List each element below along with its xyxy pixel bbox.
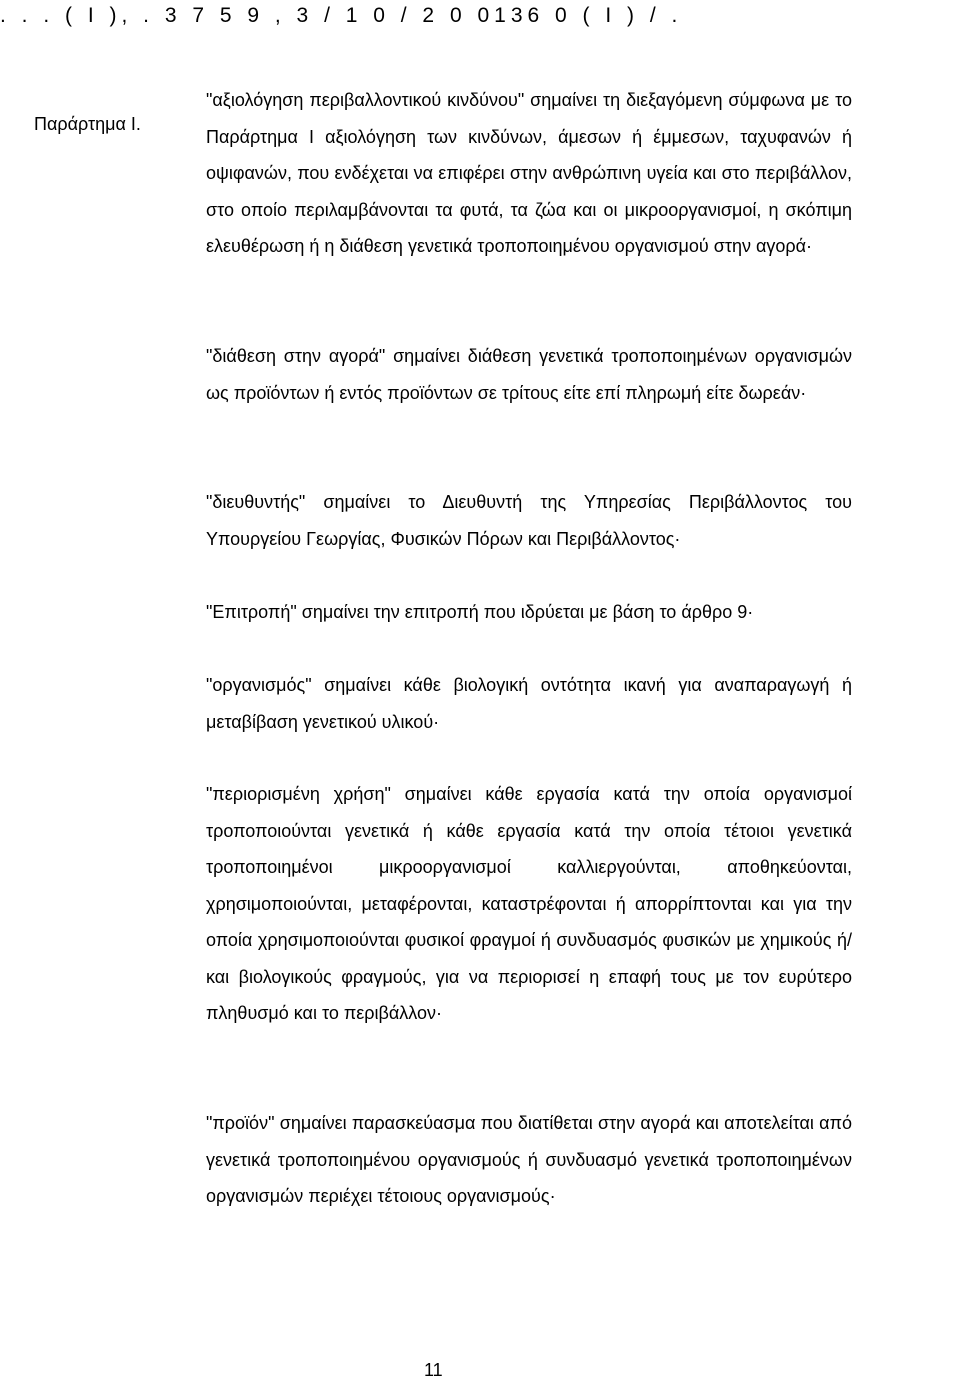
page-number: 11 (424, 1360, 443, 1380)
definition-committee: "Επιτροπή" σημαίνει την επιτροπή που ιδρύεται με βάση το άρθρο 9· (206, 602, 754, 622)
definition-risk-assessment: "αξιολόγηση περιβαλλοντικού κινδύνου" σημαίνει τη διεξαγόμενη σύμφωνα με το Παράρτημα Ι αξιολόγηση των κινδύνων, άμεσων ή έμμεσων, ταχυφανών ή οψιφανών, που ενδέχεται να επιφέρει στην ανθρώπινη υγεία και στο περιβάλλον, στο οποίο περιλαμβάνονται τα φυτά, τα ζώα και οι μικροοργανισμοί, η σκόπιμη ελευθέρωση ή η διάθεση γενετικά τροποποιημένου οργανισμού στην αγορά· (206, 90, 852, 256)
definition-organism: "οργανισμός" σημαίνει κάθε βιολογική οντότητα ικανή για αναπαραγωγή ή μεταβίβαση γενετικού υλικού· (206, 675, 852, 732)
definition-product: "προϊόν" σημαίνει παρασκεύασμα που διατίθεται στην αγορά και αποτελείται από γενετικά τροποποιημένου οργανισμούς ή συνδυασμό γενετικά τροποποιημένων οργανισμών περιέχει τέτοιους οργανισμούς· (206, 1113, 852, 1206)
definition-placing-on-market: "διάθεση στην αγορά" σημαίνει διάθεση γενετικά τροποποιημένων οργανισμών ως προϊόντων ή εντός προϊόντων σε τρίτους είτε επί πληρωμή είτε δωρεάν· (206, 346, 852, 403)
page-header: . . . ( Ι ), . 3 7 5 9 , 3 / 1 0 / 2 0 0136 0 ( Ι ) / . (0, 4, 683, 27)
definition-director: "διευθυντής" σημαίνει το Διευθυντή της Υπηρεσίας Περιβάλλοντος του Υπουργείου Γεωργίας, Φυσικών Πόρων και Περιβάλλοντος· (206, 492, 852, 549)
annex-reference: Παράρτημα Ι. (34, 114, 141, 134)
definition-contained-use: "περιορισμένη χρήση" σημαίνει κάθε εργασία κατά την οποία οργανισμοί τροποποιούνται γενετικά ή κάθε εργασία κατά την οποία τέτοιοι γενετικά τροποποιημένοι μικροοργανισμοί καλλιεργούνται, αποθηκεύονται, χρησιμοποιούνται, μεταφέρονται, καταστρέφονται ή απορρίπτονται και για την οποία χρησιμοποιούνται φυσικοί φραγμοί ή συνδυασμός φυσικών με χημικούς ή/και βιολογικούς φραγμούς, για να περιορισεί η επαφή τους με τον ευρύτερο πληθυσμό και το περιβάλλον· (206, 784, 852, 1023)
